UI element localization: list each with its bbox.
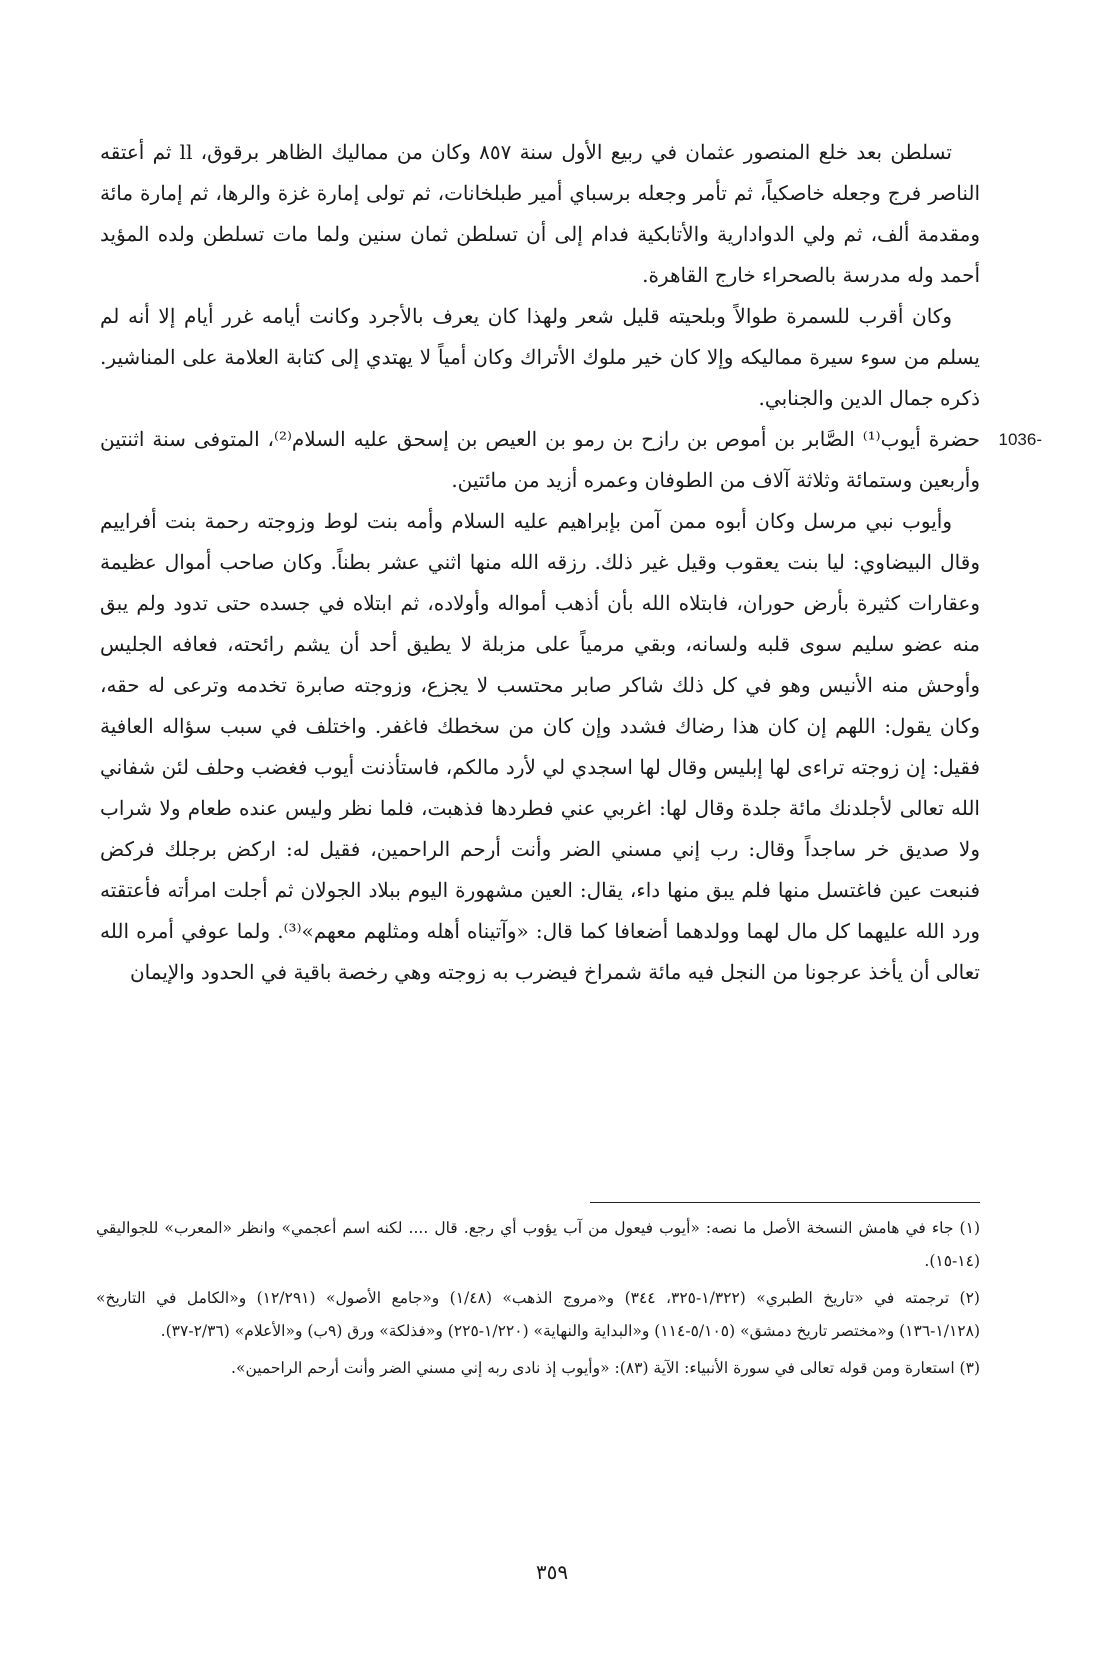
paragraph-sultan-description: وكان أقرب للسمرة طوالاً وبلحيته قليل شعر ولهذا كان يعرف بالأجرد وكانت أيامه غرر أيام إلا أنه لم يسلم من سوء سيرة مماليكه وإلا كان خير ملوك الأتراك وكان أمياً لا يهتدي إلى كتابة العلامة على المناشير. ذكره جمال الدين والجنابي.: [100, 304, 980, 410]
page-number: ٣٥٩: [535, 1560, 569, 1584]
entry-number: 1036 -: [999, 419, 1043, 460]
paragraph-ayyub-story: وأيوب نبي مرسل وكان أبوه ممن آمن بإبراهيم عليه السلام وأمه بنت لوط وزوجته رحمة بنت أفراييم وقال البيضاوي: ليا بنت يعقوب وقيل غير ذلك. رزقه الله منها اثني عشر بطناً. وكان صاحب أموال عظيمة وعقارات كثيرة بأرض حوران، فابتلاه الله بأن أذهب أمواله وأولاده، ثم ابتلاه في جسده حتى تدود ولم يبق منه عضو سليم سوى قلبه ولسانه، وبقي مرمياً على مزبلة لا يطيق أحد أن يشم رائحته، فعافه الجليس وأوحش منه الأنيس وهو في كل ذلك شاكر صابر محتسب لا يجزع، وزوجته صابرة تخدمه وترعى له حقه، وكان يقول: اللهم إن كان هذا رضاك فشدد وإن كان من سخطك فاغفر. واختلف في سبب سؤاله العافية فقيل: إن زوجته تراءى لها إبليس وقال لها اسجدي لي لأرد مالكم، فاستأذنت أيوب فغضب وحلف لئن شفاني الله تعالى لأجلدنك مائة جلدة وقال لها: اغربي عني فطردها فذهبت، فلما نظر وليس عنده طعام ولا شراب ولا صديق خر ساجداً وقال: رب إني مسني الضر وأنت أرحم الراحمين، فقيل له: اركض برجلك فركض فنبعت عين فاغتسل منها فلم يبق منها داء، يقال: العين مشهورة اليوم ببلاد الجولان ثم أجلت امرأته فأعتقته ورد الله عليهما كل مال لهما وولدهما أضعافا كما قال: «وآتيناه أهله ومثلهم معهم»⁽³⁾. ولما عوفي أمره الله تعالى أن يأخذ عرجونا من النجل فيه مائة شمراخ فيضرب به زوجته وهي رخصة باقية في الحدود والإيمان: [100, 509, 981, 984]
footnote-3: (٣) استعارة ومن قوله تعالى في سورة الأنبياء: الآية (٨٣): «وأيوب إذ نادى ربه إني مسني الضر وأنت أرحم الراحمين».: [231, 1359, 980, 1377]
paragraph-sultan-biography: تسلطن بعد خلع المنصور عثمان في ربيع الأول سنة ٨٥٧ وكان من مماليك الظاهر برقوق، ll ثم أعتقه الناصر فرج وجعله خاصكياً، ثم تأمر وجعله برسباي أمير طبلخانات، ثم تولى إمارة غزة والرها، ثم إمارة مائة ومقدمة ألف، ثم ولي الدوادارية والأتابكية فدام إلى أن تسلطن ثمان سنين ولما مات تسلطن ولده المؤيد أحمد وله مدرسة بالصحراء خارج القاهرة.: [100, 140, 981, 287]
footnotes-block: [96, 1212, 980, 1389]
footnote-separator: [590, 1202, 980, 1203]
footnote-1: (١) جاء في هامش النسخة الأصل ما نصه: «أيوب فيعول من آب يؤوب أي رجع. قال .... لكنه اسم أعجمي» وانظر «المعرب» للجواليقي (١٤-١٥).: [96, 1219, 980, 1270]
entry-1036: [100, 419, 1037, 501]
entry-heading-text: حضرة أيوب⁽¹⁾ الصَّابر بن أموص بن رازح بن رمو بن العيص بن إسحق عليه السلام⁽²⁾، المتوفى سنة اثنتين وأربعين وستمائة وثلاثة آلاف من الطوفان وعمره أزيد من مائتين.: [100, 427, 980, 492]
main-text-block: [100, 132, 1037, 993]
footnote-2: (٢) ترجمته في «تاريخ الطبري» (١/٣٢٢-٣٢٥، ٣٤٤) و«مروج الذهب» (١/٤٨) و«جامع الأصول» (١٢/٢٩١) و«الكامل في التاريخ» (١/١٢٨-١٣٦) و«مختصر تاريخ دمشق» (٥/١٠٥-١١٤) و«البداية والنهاية» (١/٢٢٠-٢٢٥) و«فذلكة» ورق (٩ب) و«الأعلام» (٢/٣٦-٣٧).: [96, 1289, 980, 1340]
